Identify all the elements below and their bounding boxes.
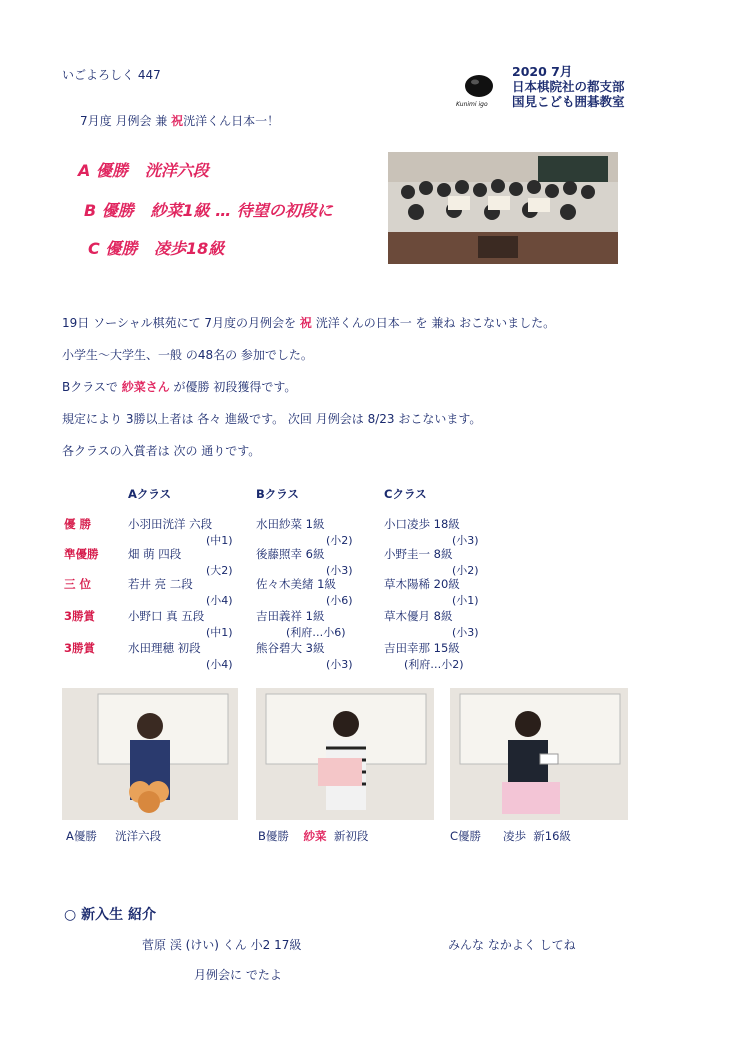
row-label: 三 位 bbox=[64, 577, 92, 591]
cell-a: 若井 亮 二段 bbox=[128, 577, 193, 591]
caption-c bbox=[450, 828, 571, 844]
cell-a: 畑 萌 四段 bbox=[128, 547, 182, 561]
cell-b-sub: (利府…小6) bbox=[286, 626, 346, 639]
cell-a-sub: (大2) bbox=[206, 564, 233, 577]
caption-rank: 新初段 bbox=[333, 829, 369, 843]
cell-c: 草木優月 8級 bbox=[384, 609, 453, 623]
cell-b: 佐々木美緒 1級 bbox=[256, 577, 336, 591]
cell-a: 小羽田洸洋 六段 bbox=[128, 517, 213, 531]
winner-class: B 優勝 bbox=[84, 201, 134, 220]
caption-rank: 新16級 bbox=[533, 829, 571, 843]
text: 小学生～大学生、一般 の48名の 参加でした。 bbox=[62, 348, 313, 362]
row-label: 準優勝 bbox=[64, 547, 99, 561]
cell-a-sub: (小4) bbox=[206, 658, 233, 671]
cell-b-sub: (小2) bbox=[326, 534, 353, 547]
cell-c-sub: (小3) bbox=[452, 534, 479, 547]
header-org-1: 日本棋院社の都支部 bbox=[512, 79, 625, 94]
highlight: 祝 bbox=[299, 316, 312, 330]
caption-class: C優勝 bbox=[450, 829, 482, 843]
header-date: 2020 7月 bbox=[512, 64, 573, 79]
photo-c-winner bbox=[450, 688, 628, 820]
cell-b: 吉田義祥 1級 bbox=[256, 609, 325, 623]
photo-b-winner bbox=[256, 688, 434, 820]
subtitle-part2: 洸洋くん日本一！ bbox=[183, 114, 280, 128]
cell-c: 草木陽稀 20級 bbox=[384, 577, 460, 591]
row-label: 3勝賞 bbox=[64, 641, 96, 655]
photo-a-winner bbox=[62, 688, 238, 820]
winner-name: 紗菜1級 … 待望の初段に bbox=[150, 201, 333, 220]
cell-a-sub: (小4) bbox=[206, 594, 233, 607]
caption-a bbox=[66, 828, 161, 844]
logo-text: Kunimi igo bbox=[456, 101, 488, 108]
greeting-number: いごよろしく 447 bbox=[62, 68, 161, 82]
cell-b: 熊谷碧大 3級 bbox=[256, 641, 325, 655]
cell-b: 水田紗菜 1級 bbox=[256, 517, 325, 531]
cell-b-sub: (小6) bbox=[326, 594, 353, 607]
cell-c: 吉田幸那 15級 bbox=[384, 641, 460, 655]
text: 規定により 3勝以上者は 各々 進級です。 次回 月例会は 8/23 おこないます。 bbox=[62, 412, 482, 426]
highlight: 紗菜さん bbox=[121, 380, 170, 394]
new-member-sub: 月例会に でたよ bbox=[194, 968, 282, 982]
cell-b-sub: (小3) bbox=[326, 658, 353, 671]
winner-class: A 優勝 bbox=[78, 161, 128, 180]
winner-name: 凌歩18級 bbox=[154, 239, 225, 258]
caption-b bbox=[258, 828, 368, 844]
cell-b: 後藤照幸 6級 bbox=[256, 547, 325, 561]
text: 19日 ソーシャル棋苑にて 7月度の月例会を bbox=[62, 316, 300, 330]
cell-c-sub: (小1) bbox=[452, 594, 479, 607]
caption-class: B優勝 bbox=[258, 829, 289, 843]
header-c-class: Cクラス bbox=[384, 487, 427, 501]
subtitle-part1: 7月度 月例会 兼 bbox=[80, 114, 172, 128]
cell-c-sub: (小2) bbox=[452, 564, 479, 577]
cell-a: 小野口 真 五段 bbox=[128, 609, 205, 623]
cell-b-sub: (小3) bbox=[326, 564, 353, 577]
caption-name: 紗菜 bbox=[303, 829, 327, 843]
header-a-class: Aクラス bbox=[128, 487, 172, 501]
winner-class: C 優勝 bbox=[88, 239, 138, 258]
row-label: 3勝賞 bbox=[64, 609, 96, 623]
new-member-line: 菅原 渓 (けい) くん 小2 17級 bbox=[142, 938, 302, 952]
cell-c: 小野圭一 8級 bbox=[384, 547, 453, 561]
winner-name: 洸洋六段 bbox=[144, 161, 209, 180]
text: 各クラスの入賞者は 次の 通りです。 bbox=[62, 444, 261, 458]
cell-a-sub: (中1) bbox=[206, 534, 233, 547]
header-b-class: Bクラス bbox=[256, 487, 299, 501]
row-label: 優 勝 bbox=[64, 517, 92, 531]
new-member-note: みんな なかよく してね bbox=[448, 938, 576, 952]
subtitle-highlight: 祝 bbox=[171, 114, 184, 128]
header-org-2: 国見こども囲碁教室 bbox=[512, 94, 625, 109]
caption-name: 洸洋六段 bbox=[115, 829, 162, 843]
caption-class: A優勝 bbox=[66, 829, 97, 843]
caption-name: 凌歩 bbox=[502, 829, 526, 843]
cell-c-sub: (利府…小2) bbox=[404, 658, 464, 671]
cell-c: 小口凌歩 18級 bbox=[384, 517, 460, 531]
text: Bクラスで bbox=[62, 380, 122, 394]
cell-a: 水田理穂 初段 bbox=[128, 641, 201, 655]
cell-a-sub: (中1) bbox=[206, 626, 233, 639]
text: が優勝 初段獲得です。 bbox=[169, 380, 297, 394]
new-member-heading: ○ 新入生 紹介 bbox=[64, 907, 156, 923]
cell-c-sub: (小3) bbox=[452, 626, 479, 639]
text: 洸洋くんの日本一 を 兼ね おこないました。 bbox=[311, 316, 556, 330]
